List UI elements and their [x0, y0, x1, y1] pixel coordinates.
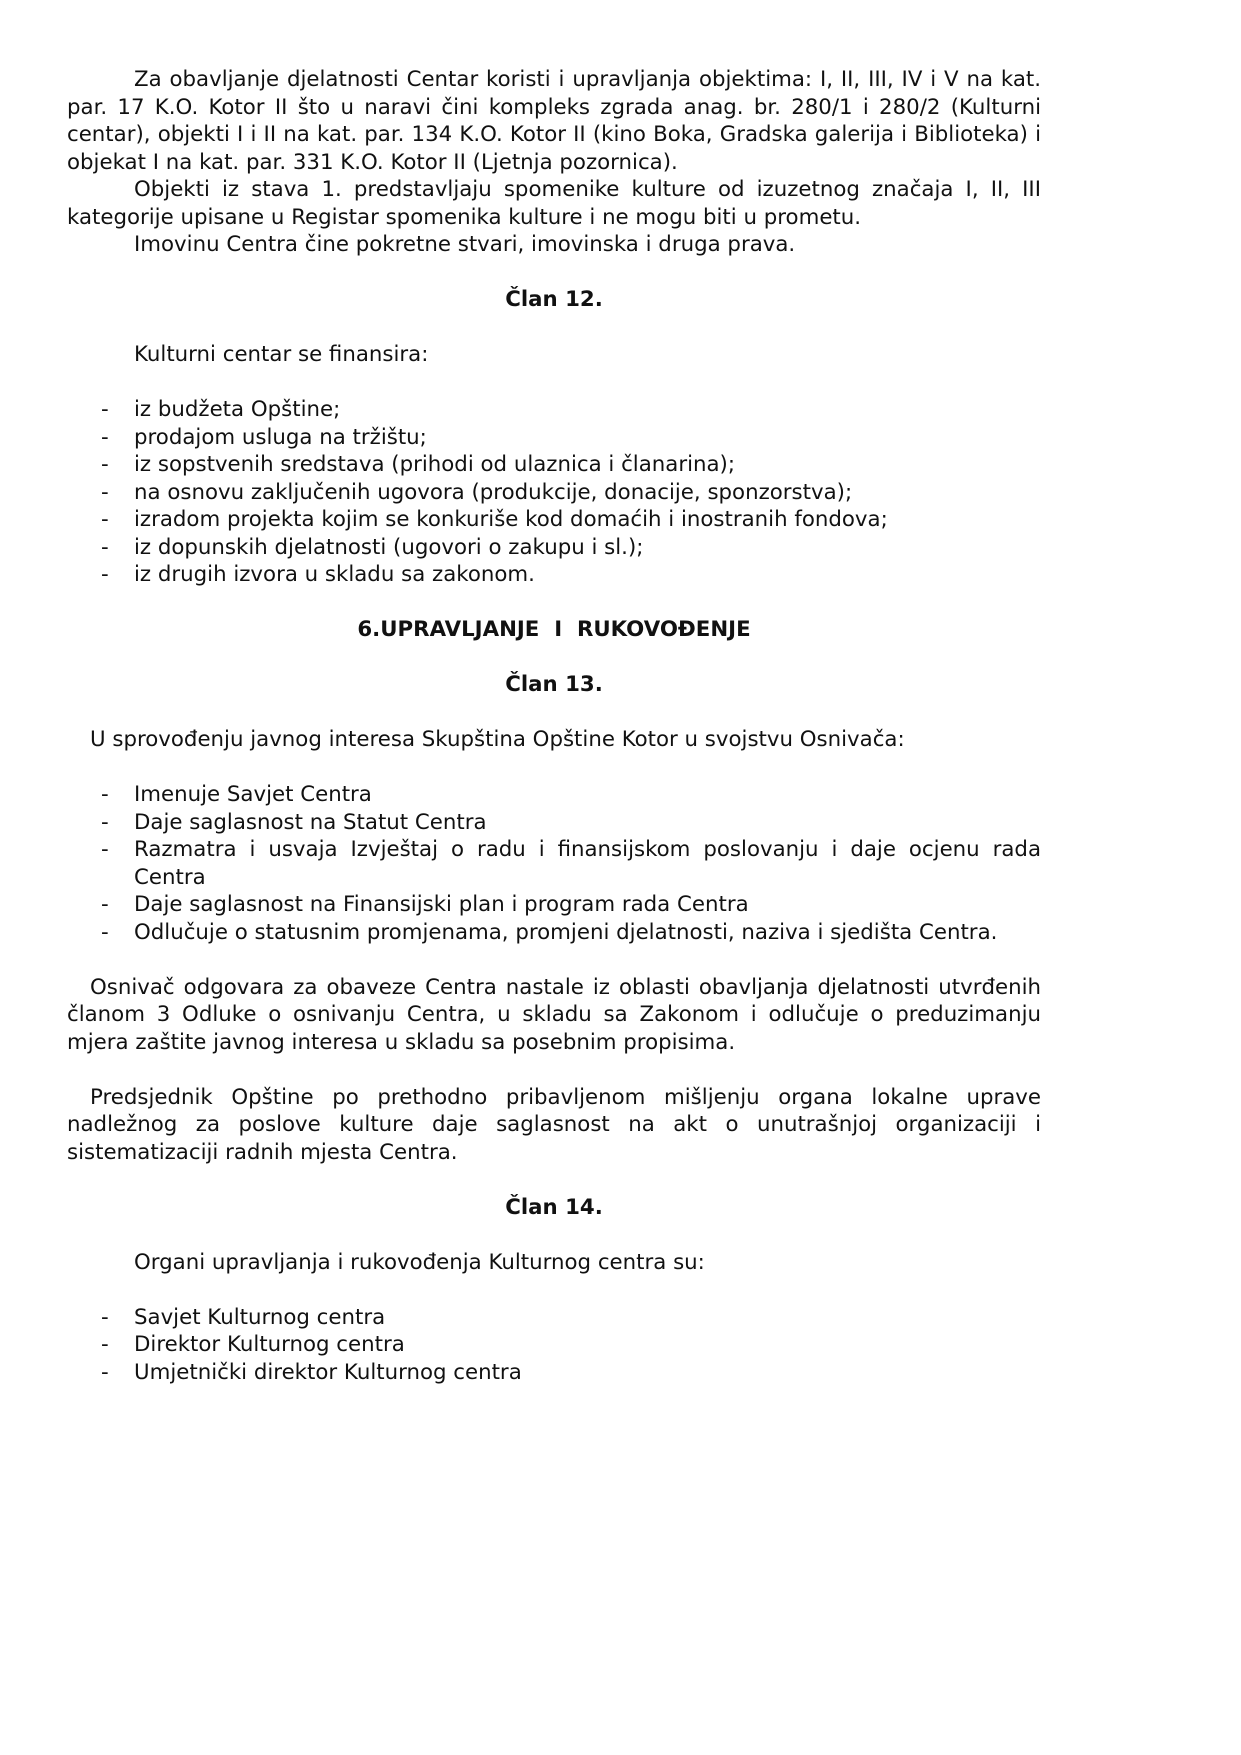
list-item: - Daje saglasnost na Statut Centra — [101, 809, 487, 835]
financing-list — [67, 396, 1041, 589]
document-page — [67, 66, 1041, 1386]
list-item: - izradom projekta kojim se konkuriše kod domaćih i inostranih fondova; — [101, 507, 888, 532]
intro-paragraph-2: Objekti iz stava 1. predstavljaju spomenike kulture od izuzetnog značaja I, II, III kategorije upisane u Registar spomenika kulture i ne mogu biti u prometu. — [67, 177, 1041, 230]
list-item: - Daje saglasnost na Finansijski plan i program rada Centra — [101, 892, 749, 917]
article-13-paragraph-1: Osnivač odgovara za obaveze Centra nastale iz oblasti obavljanja djelatnosti utvrđenih članom 3 Odluke o osnivanju Centra, u skladu sa Zakonom i odlučuje o preduzimanju mjera zaštite javnog interesa u skladu sa posebnim propisima. — [67, 974, 1041, 1055]
founder-duties-list — [67, 781, 1041, 946]
article-14-lead: Organi upravljanja i rukovođenja Kulturnog centra su: — [134, 1249, 705, 1275]
list-item: - iz sopstvenih sredstava (prihodi od ulaznica i članarina); — [101, 452, 736, 477]
intro-paragraph-3: Imovinu Centra čine pokretne stvari, imovinska i druga prava. — [134, 232, 796, 257]
article-13-lead: U sprovođenju javnog interesa Skupština Opštine Kotor u svojstvu Osnivača: — [90, 727, 905, 752]
list-item: - iz drugih izvora u skladu sa zakonom. — [101, 562, 535, 587]
article-14-heading: Član 14. — [505, 1194, 603, 1220]
list-item: - Umjetnički direktor Kulturnog centra — [101, 1359, 522, 1385]
list-item: - iz dopunskih djelatnosti (ugovori o zakupu i sl.); — [101, 534, 644, 560]
article-12-lead: Kulturni centar se finansira: — [134, 342, 429, 367]
section-6-heading: 6.UPRAVLJANJE I RUKOVOĐENJE — [357, 617, 751, 642]
list-item: - iz budžeta Opštine; — [101, 397, 341, 422]
article-12-heading: Član 12. — [505, 287, 603, 312]
list-item: - Odlučuje o statusnim promjenama, promjeni djelatnosti, naziva i sjedišta Centra. — [101, 919, 998, 945]
article-13-heading: Član 13. — [505, 672, 603, 697]
intro-paragraph-1: Za obavljanje djelatnosti Centar koristi i upravljanja objektima: I, II, III, IV i V na kat. par. 17 K.O. Kotor II što u naravi čini kompleks zgrada anag. br. 280/1 i 280/2 (Kulturni centar), objekti I i II na kat. par. 134 K.O. Kotor II (kino Boka, Gradska galerija i Biblioteka) i objekat I na kat. par. 331 K.O. Kotor II (Ljetnja pozornica). — [67, 67, 1041, 175]
list-item: - Savjet Kulturnog centra — [101, 1304, 386, 1330]
list-item: - Direktor Kulturnog centra — [101, 1332, 405, 1357]
list-item: - na osnovu zaključenih ugovora (produkcije, donacije, sponzorstva); — [101, 479, 853, 505]
list-item: - prodajom usluga na tržištu; — [101, 424, 427, 450]
list-item: - Razmatra i usvaja Izvještaj o radu i finansijskom poslovanju i daje ocjenu rada Centra — [101, 837, 1041, 890]
governing-bodies-list — [67, 1304, 1041, 1387]
article-13-paragraph-2: Predsjednik Opštine po prethodno pribavljenom mišljenju organa lokalne uprave nadležnog za poslove kulture daje saglasnost na akt o unutrašnjoj organizaciji i sistematizaciji radnih mjesta Centra. — [67, 1084, 1041, 1165]
list-item: - Imenuje Savjet Centra — [101, 782, 372, 807]
